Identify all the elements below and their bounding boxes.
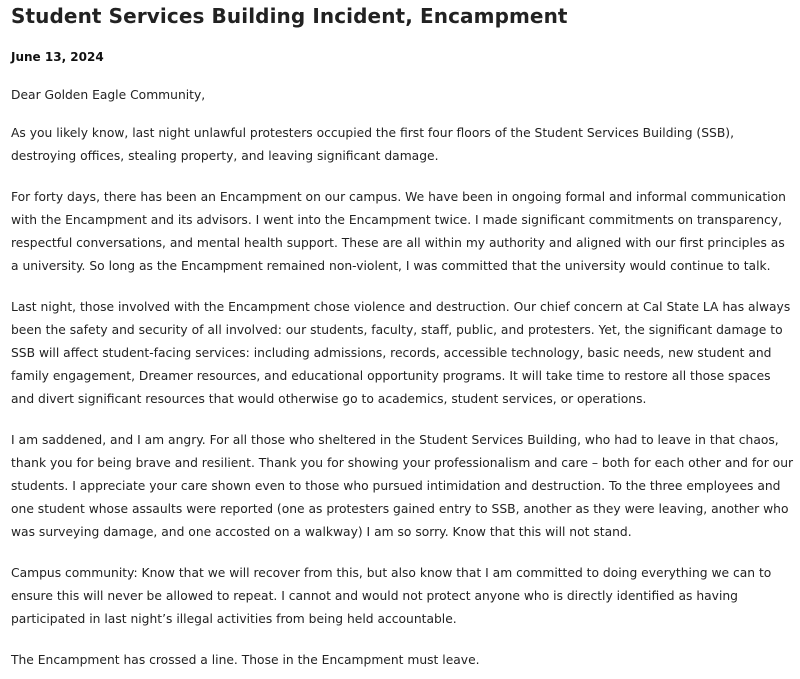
body-paragraph-6: The Encampment has crossed a line. Those in the Encampment must leave. (11, 653, 480, 667)
salutation: Dear Golden Eagle Community, (11, 88, 206, 102)
body-paragraph-3: Last night, those involved with the Encampment chose violence and destruction. Our chief concern at Cal State LA has always been the safety and security of all involved: our students, faculty, staff, public, and protesters. Yet, the significant damage to SSB will affect student-facing services: including admissions, records, accessible technology, basic needs, new student and family engagement, Dreamer resources, and educational opportunity programs. It will take time to restore all those spaces and divert significant resources that would otherwise go to academics, student services, or operations. (11, 300, 791, 406)
body-paragraph-2: For forty days, there has been an Encampment on our campus. We have been in ongoing formal and informal communication with the Encampment and its advisors. I went into the Encampment twice. I made significant commitments on transparency, respectful conversations, and mental health support. These are all within my authority and aligned with our first principles as a university. So long as the Encampment remained non-violent, I was committed that the university would continue to talk. (11, 190, 786, 273)
publish-date: June 13, 2024 (11, 50, 104, 64)
body-paragraph-5: Campus community: Know that we will recover from this, but also know that I am committed to doing everything we can to ensure this will never be allowed to repeat. I cannot and would not protect anyone who is directly identified as having participated in last night’s illegal activities from being held accountable. (11, 566, 772, 626)
body-paragraph-1: As you likely know, last night unlawful protesters occupied the first four floors of the Student Services Building (SSB), destroying offices, stealing property, and leaving significant damage. (11, 126, 734, 163)
body-paragraph-4: I am saddened, and I am angry. For all those who sheltered in the Student Services Building, who had to leave in that chaos, thank you for being brave and resilient. Thank you for showing your professionalism and care – both for each other and for our students. I appreciate your care shown even to those who pursued intimidation and destruction. To the three employees and one student whose assaults were reported (one as protesters gained entry to SSB, another as they were leaving, another who was surveying damage, and one accosted on a walkway) I am so sorry. Know that this will not stand. (11, 433, 794, 539)
page-title: Student Services Building Incident, Encampment (11, 4, 568, 28)
